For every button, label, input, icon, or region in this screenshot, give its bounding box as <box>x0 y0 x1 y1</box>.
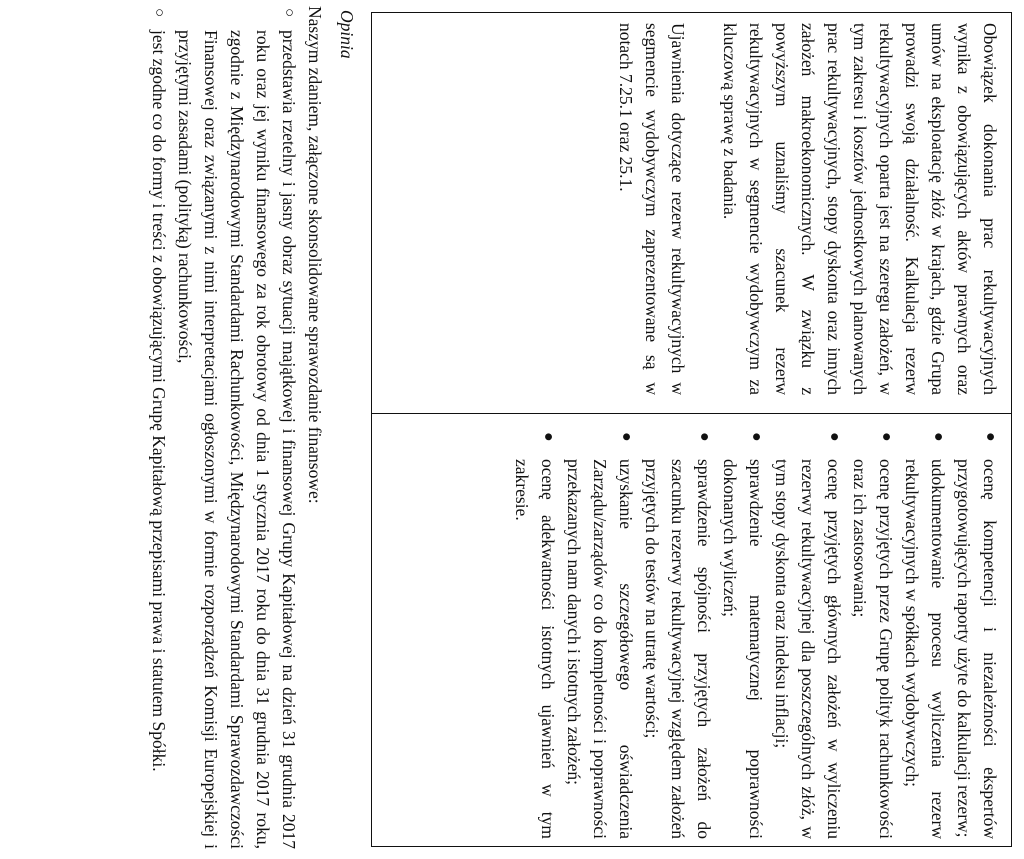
procedure-text: ocenę adekwatności istotnych ujawnień w tym zakresie. <box>512 459 558 839</box>
audit-procedures-list <box>509 429 1003 839</box>
procedure-text: ocenę przyjętych przez Grupę polityk rachunkowości oraz ich zastosowania; <box>850 459 896 839</box>
opinion-list <box>146 6 302 849</box>
bullet-icon: ● <box>696 432 713 442</box>
list-item <box>172 6 302 849</box>
procedure-text: uzyskanie szczegółowego oświadczenia Zarządu/zarządów co do kompletności i poprawności przekazanych nam danych i istotnych założeń; <box>564 459 636 839</box>
opinion-item-text: jest zgodne co do formy i treści z obowiązującymi Grupę Kapitałową przepisami prawa i statutem Spółki. <box>149 30 169 772</box>
procedure-text: ocenę przyjętych głównych założeń w wyliczeniu rezerwy rekultywacyjnej dla poszczególnych złóż, w tym stopy dyskonta oraz indeksu inflacji; <box>772 459 844 839</box>
list-item <box>899 429 951 839</box>
opinion-item-text: przedstawia rzetelny i jasny obraz sytuacji majątkowej i finansowej Grupy Kapitałowej na dzień 31 grudnia 2017 roku oraz jej wyniku finansowego za rok obrotowy od dnia 1 stycznia 2017 roku do dnia 31 grudnia 2017 roku, zgodnie z Międzynarodowymi Standardami Rachunkowości, Międzynarodowymi Standardami Sprawozdawczości Finansowej oraz związanymi z nimi interpretacjami ogłoszonymi w formie rozporządzeń Komisji Europejskiej i przyjętymi zasadami (polityką) rachunkowości, <box>175 30 299 849</box>
procedure-text: sprawdzenie matematycznej poprawności dokonanych wyliczeń; <box>720 459 766 839</box>
matter-paragraph: Ujawnienia dotyczące rezerw rekultywacyjnych w segmencie wydobywczym zaprezentowane są w notach 7.25.1 oraz 25.1. <box>616 23 688 395</box>
list-item <box>717 429 769 839</box>
bullet-icon: ● <box>878 432 895 442</box>
list-item <box>509 429 561 839</box>
list-item <box>639 429 717 839</box>
opinion-section <box>146 6 360 849</box>
audit-procedures-column <box>509 429 1003 839</box>
list-item <box>847 429 899 839</box>
key-audit-matter-description <box>613 23 1003 395</box>
procedure-text: ocenę kompetencji i niezależności ekspertów przygotowujących raporty użyte do kalkulacji rezerw; <box>954 459 1000 839</box>
bullet-icon: ● <box>982 432 999 442</box>
bullet-icon: ● <box>618 432 635 442</box>
list-item <box>951 429 1003 839</box>
matter-paragraph: Obowiązek dokonania prac rekultywacyjnych wynika z obowiązujących aktów prawnych oraz umów na eksploatację złóż w krajach, gdzie Grupa prowadzi swoją działalność. Kalkulacja rezerw rekultywacyjnych oparta jest na szeregu założeń, w tym zakresu i kosztów jednostkowych planowanych prac rekultywacyjnych, stopy dyskonta oraz innych założeń makroekonomicznych. W związku z powyższym uznaliśmy szacunek rezerw rekultywacyjnych w segmencie wydobywczym za kluczową sprawę z badania. <box>720 23 1000 395</box>
list-item <box>146 6 172 849</box>
procedure-text: sprawdzenie spójności przyjętych założeń do szacunku rezerwy rekultywacyjnej względem założeń przyjętych do testów na utratę wartości; <box>642 459 714 839</box>
bullet-icon: ● <box>930 432 947 442</box>
bullet-icon: ● <box>540 432 557 442</box>
key-audit-matter-table <box>371 12 1012 847</box>
opinion-heading: Opinia <box>337 10 357 59</box>
hollow-bullet-icon: ○ <box>151 8 167 18</box>
opinion-intro: Naszym zdaniem, załączone skonsolidowane sprawozdanie finansowe: <box>305 6 325 504</box>
hollow-bullet-icon: ○ <box>281 8 297 18</box>
bullet-icon: ● <box>748 432 765 442</box>
column-divider <box>372 413 1011 414</box>
bullet-icon: ● <box>826 432 843 442</box>
list-item <box>561 429 639 839</box>
list-item <box>769 429 847 839</box>
procedure-text: udokumentowanie procesu wyliczenia rezerw rekultywacyjnych w spółkach wydobywczych; <box>902 459 948 839</box>
